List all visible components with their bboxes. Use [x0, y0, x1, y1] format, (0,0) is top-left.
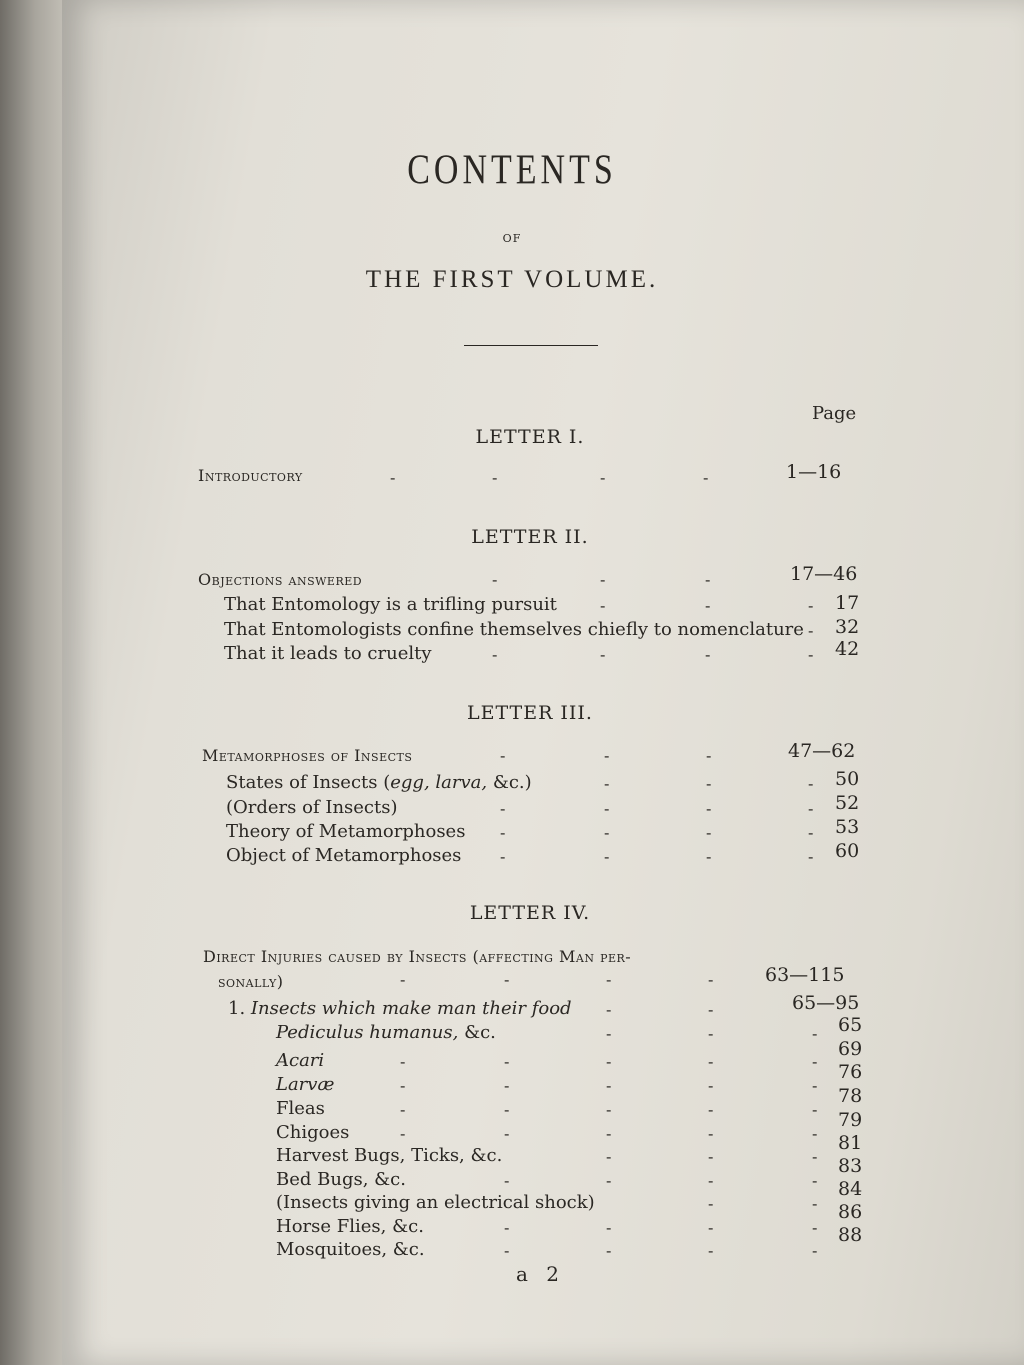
leader-dash: - — [604, 746, 610, 765]
leader-dash: - — [706, 823, 712, 842]
leader-dash: - — [708, 1052, 714, 1071]
leader-dash: - — [504, 1218, 510, 1237]
entry-label: Theory of Metamorphoses — [226, 821, 466, 842]
letter-heading: LETTER II. — [471, 526, 589, 548]
leader-dash: - — [606, 1147, 612, 1166]
page-range: 63—115 — [765, 964, 845, 986]
entry-label-text: States of Insects ( — [226, 772, 391, 793]
leader-dash: - — [705, 645, 711, 664]
leader-dash: - — [812, 1052, 818, 1071]
leader-dash: - — [708, 1076, 714, 1095]
sub-entry-label — [276, 1022, 496, 1043]
leader-dash: - — [708, 970, 714, 989]
sub-entry-label: Larvæ — [276, 1074, 335, 1095]
leader-dash: - — [812, 1076, 818, 1095]
page-number: 86 — [838, 1201, 863, 1223]
sub-entry-label: Harvest Bugs, Ticks, &c. — [276, 1145, 503, 1166]
sub-entry-label: Chigoes — [276, 1122, 350, 1143]
leader-dash: - — [606, 1076, 612, 1095]
leader-dash: - — [606, 1100, 612, 1119]
letter-heading: LETTER III. — [467, 702, 593, 724]
title-connector: OF — [502, 232, 522, 245]
page-number: 42 — [835, 638, 860, 660]
sub-entry-label: Fleas — [276, 1098, 325, 1119]
leader-dash: - — [492, 468, 498, 487]
page-subtitle: THE FIRST VOLUME. — [365, 266, 659, 293]
leader-dash: - — [500, 746, 506, 765]
entry-label: (Orders of Insects) — [226, 797, 398, 818]
leader-dash: - — [706, 847, 712, 866]
page-number: 81 — [838, 1132, 863, 1154]
entry-label: Introductory — [198, 466, 303, 485]
leader-dash: - — [400, 1124, 406, 1143]
page-number: 76 — [838, 1061, 863, 1083]
leader-dash: - — [708, 1241, 714, 1260]
letter-heading: LETTER I. — [475, 426, 585, 448]
leader-dash: - — [504, 1171, 510, 1190]
page-column-label: Page — [812, 403, 857, 424]
leader-dash: - — [808, 823, 814, 842]
leader-dash: - — [492, 570, 498, 589]
page-range: 17—46 — [790, 563, 858, 585]
page-number: 84 — [838, 1178, 863, 1200]
page-number: 32 — [835, 616, 860, 638]
leader-dash: - — [708, 1147, 714, 1166]
page-number: 69 — [838, 1038, 863, 1060]
entry-label — [226, 772, 532, 793]
sub-entry-label: Horse Flies, &c. — [276, 1216, 424, 1237]
leader-dash: - — [606, 1171, 612, 1190]
leader-dash: - — [500, 847, 506, 866]
page-number: 78 — [838, 1085, 863, 1107]
sub-entry-suffix: &c. — [458, 1022, 496, 1043]
title-rule — [464, 345, 598, 346]
leader-dash: - — [492, 645, 498, 664]
leader-dash: - — [812, 1218, 818, 1237]
page-range: 47—62 — [788, 740, 856, 762]
leader-dash: - — [604, 799, 610, 818]
sub-entry-text: Pediculus humanus, — [276, 1022, 459, 1043]
book-page — [62, 0, 1024, 1365]
page-number: 17 — [835, 592, 860, 614]
entry-label: Direct Injuries caused by Insects (affecting Man per- — [203, 947, 632, 966]
page-title: CONTENTS — [407, 147, 617, 194]
leader-dash: - — [600, 645, 606, 664]
leader-dash: - — [708, 1100, 714, 1119]
leader-dash: - — [812, 1147, 818, 1166]
leader-dash: - — [708, 1024, 714, 1043]
entry-label — [228, 998, 572, 1019]
leader-dash: - — [606, 1024, 612, 1043]
leader-dash: - — [400, 1076, 406, 1095]
entry-label: Objections answered — [198, 570, 363, 589]
leader-dash: - — [708, 1171, 714, 1190]
leader-dash: - — [708, 1124, 714, 1143]
leader-dash: - — [604, 847, 610, 866]
leader-dash: - — [606, 1000, 612, 1019]
leader-dash: - — [808, 847, 814, 866]
leader-dash: - — [504, 970, 510, 989]
sub-entry-label: Bed Bugs, &c. — [276, 1169, 406, 1190]
page-number: 88 — [838, 1224, 863, 1246]
page-range: 65—95 — [792, 992, 860, 1014]
leader-dash: - — [604, 823, 610, 842]
leader-dash: - — [600, 596, 606, 615]
leader-dash: - — [606, 1218, 612, 1237]
entry-label: Metamorphoses of Insects — [202, 746, 413, 765]
sub-entry-label: Mosquitoes, &c. — [276, 1239, 425, 1260]
entry-label-continued: sonally) — [218, 972, 284, 991]
leader-dash: - — [706, 746, 712, 765]
entry-label: Object of Metamorphoses — [226, 845, 462, 866]
page-number: 83 — [838, 1155, 863, 1177]
page-number: 65 — [838, 1014, 863, 1036]
leader-dash: - — [812, 1194, 818, 1213]
leader-dash: - — [808, 596, 814, 615]
leader-dash: - — [706, 799, 712, 818]
signature-mark: a 2 — [516, 1262, 566, 1286]
leader-dash: - — [400, 1052, 406, 1071]
sub-entry-label: (Insects giving an electrical shock) — [276, 1192, 595, 1213]
leader-dash: - — [703, 468, 709, 487]
leader-dash: - — [812, 1171, 818, 1190]
leader-dash: - — [600, 468, 606, 487]
leader-dash: - — [504, 1052, 510, 1071]
entry-label-italic: Insects which make man their food — [250, 998, 572, 1019]
entry-label: That Entomologists confine themselves chiefly to nomenclature — [224, 619, 804, 640]
leader-dash: - — [808, 621, 814, 640]
page-number: 53 — [835, 816, 860, 838]
leader-dash: - — [808, 774, 814, 793]
leader-dash: - — [504, 1076, 510, 1095]
leader-dash: - — [500, 823, 506, 842]
leader-dash: - — [390, 468, 396, 487]
leader-dash: - — [500, 799, 506, 818]
page-number: 60 — [835, 840, 860, 862]
leader-dash: - — [812, 1124, 818, 1143]
entry-label: That Entomology is a trifling pursuit — [224, 594, 557, 615]
page-number: 52 — [835, 792, 860, 814]
page-number: 50 — [835, 768, 860, 790]
leader-dash: - — [706, 774, 712, 793]
leader-dash: - — [812, 1024, 818, 1043]
leader-dash: - — [708, 1194, 714, 1213]
leader-dash: - — [606, 1124, 612, 1143]
leader-dash: - — [708, 1218, 714, 1237]
leader-dash: - — [504, 1100, 510, 1119]
entry-label-italic: egg, larva, — [390, 772, 488, 793]
page-range: 1—16 — [786, 461, 842, 483]
leader-dash: - — [606, 970, 612, 989]
leader-dash: - — [606, 1241, 612, 1260]
leader-dash: - — [504, 1124, 510, 1143]
leader-dash: - — [708, 1000, 714, 1019]
leader-dash: - — [600, 570, 606, 589]
leader-dash: - — [705, 570, 711, 589]
leader-dash: - — [604, 774, 610, 793]
leader-dash: - — [808, 799, 814, 818]
leader-dash: - — [606, 1052, 612, 1071]
leader-dash: - — [808, 645, 814, 664]
letter-heading: LETTER IV. — [469, 902, 591, 924]
page-number: 79 — [838, 1109, 863, 1131]
entry-number: 1. — [228, 998, 246, 1019]
leader-dash: - — [400, 970, 406, 989]
leader-dash: - — [812, 1100, 818, 1119]
leader-dash: - — [705, 596, 711, 615]
entry-label: That it leads to cruelty — [224, 643, 432, 664]
leader-dash: - — [812, 1241, 818, 1260]
sub-entry-label: Acari — [276, 1050, 325, 1071]
leader-dash: - — [400, 1100, 406, 1119]
leader-dash: - — [504, 1241, 510, 1260]
entry-label-text: &c.) — [487, 772, 532, 793]
